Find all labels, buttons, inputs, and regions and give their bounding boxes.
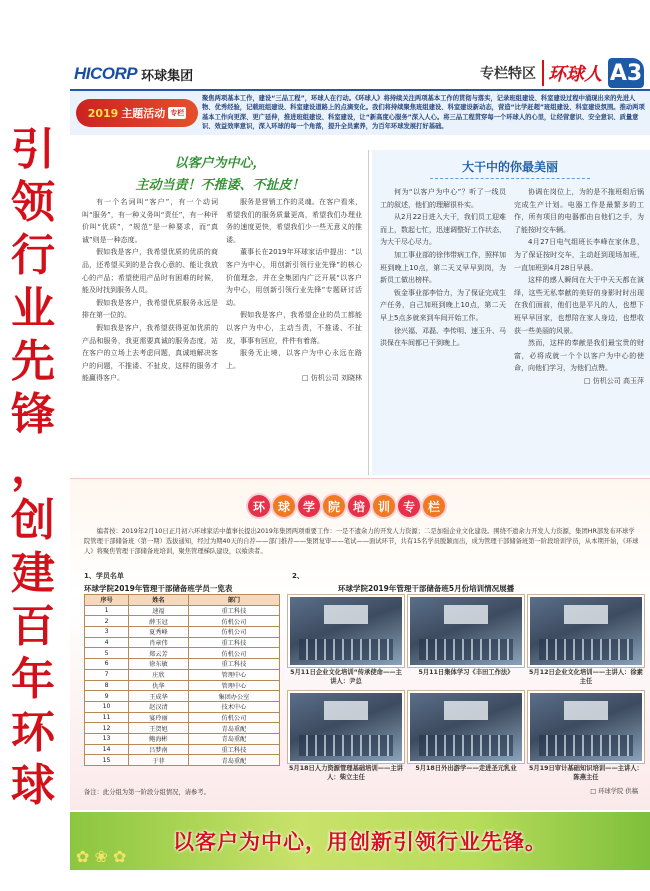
table-row <box>85 648 280 659</box>
article1-title-line2: 主动当责！不推诿、不扯皮！ <box>135 178 305 193</box>
table-cell: 11 <box>85 712 129 723</box>
slogan-char: 年 <box>11 654 55 705</box>
article1-title <box>120 152 320 193</box>
table-cell: 6 <box>85 659 129 670</box>
photo-caption: 5月12日企业文化培训——主讲人：徐素主任 <box>529 669 643 685</box>
table-cell: 8 <box>85 680 129 691</box>
left-vertical-slogan <box>4 124 62 811</box>
table-cell: 吕梦南 <box>129 744 189 755</box>
photo-image <box>528 595 644 667</box>
roster-note: 备注：此分组为第一阶段分组情况，请参考。 <box>84 789 210 796</box>
publication-name: 环球人 <box>542 60 602 86</box>
training-photo <box>408 595 524 687</box>
table-cell: 4 <box>85 637 129 648</box>
paragraph: 假如我是客户，我希望优质的优质的商品，还希望买到的是合我心意的、能让我放心的产品；希望使用产品时有困难的时候，能及时找到服务人员。 <box>82 248 218 295</box>
photo-gallery <box>288 595 644 783</box>
footer-strip <box>70 870 650 891</box>
table-row <box>85 701 280 712</box>
table-header-row <box>85 595 280 606</box>
training-section <box>70 478 650 810</box>
article1-column2 <box>226 196 362 385</box>
slogan-char: 行 <box>11 230 55 281</box>
table-cell: 5 <box>85 648 129 659</box>
slogan-char: 百 <box>11 601 55 652</box>
bottom-banner <box>70 812 650 870</box>
table-row <box>85 669 280 680</box>
training-photo <box>408 691 524 783</box>
table-cell: 3 <box>85 627 129 638</box>
table-cell: 技术中心 <box>188 701 279 712</box>
title-char: 专 <box>398 495 420 517</box>
table-cell: 王贺旭 <box>129 723 189 734</box>
training-photo <box>288 595 404 687</box>
paragraph: 加工事业部的徐伟带病工作，照样加班到晚上10点，第二天又早早到岗，为新员工做出榜样。 <box>380 250 506 285</box>
table-cell: 重工科技 <box>188 637 279 648</box>
table-row <box>85 637 280 648</box>
logo-mark: HICORP <box>74 64 138 83</box>
slogan-char: 建 <box>11 548 55 599</box>
flower-decoration-icon: ✿ ❀ ✿ <box>76 847 127 866</box>
photo-caption: 5月18日人力资源管理基础培训——主讲人：柴立主任 <box>289 765 403 781</box>
table-cell: 徐东敏 <box>129 659 189 670</box>
banner-slogan: 以客户为中心，用创新引领行业先锋。 <box>173 830 547 854</box>
header-cell: 姓名 <box>129 595 189 606</box>
photo-image <box>408 595 524 667</box>
training-photo <box>288 691 404 783</box>
photo-caption: 5月11日集体学习《丰田工作法》 <box>418 669 514 676</box>
table-cell: 仿机公司 <box>188 648 279 659</box>
paragraph: 然而，这样的奉献是我们最宝贵的财富，必将成就一个个以客户为中心的使命，向他们学习，为他们点赞。 <box>514 339 644 373</box>
paragraph: 协调在岗位上，为的是不拖班组后锅完成生产计划。电器工作是最繁多的工作，所有项目的电器都由自他们之手，为了能按时交车辆。 <box>514 188 644 234</box>
table-cell: 速福 <box>129 605 189 616</box>
training-photo <box>528 595 644 687</box>
theme-badge <box>76 99 198 127</box>
table-cell: 重工科技 <box>188 659 279 670</box>
table-row <box>85 744 280 755</box>
paragraph: 董事长在2019年环球家话中提出：“以客户为中心，用创新引领行业先锋”的核心价值理念，并在全集团内广泛开展“以客户为中心，用创新引领行业先锋”专题研讨活动。 <box>226 248 362 307</box>
slogan-char: 创 <box>11 495 55 546</box>
table-cell: 赵汉清 <box>129 701 189 712</box>
column-name: 专栏特区 <box>480 66 536 82</box>
photo-image <box>288 691 404 763</box>
paragraph: 钣金事业部李恰力，为了保证完成生产任务，自己加班到晚上10点，第二天早上5点多就来到车间开始工作。 <box>380 288 506 322</box>
article1-byline: □ 仿机公司 刘晓林 <box>301 374 362 383</box>
table-cell: 14 <box>85 744 129 755</box>
slogan-char: 先 <box>11 336 55 387</box>
table-row <box>85 712 280 723</box>
title-char: 培 <box>348 495 370 517</box>
slogan-char: 环 <box>11 707 55 758</box>
table-cell: 仿机公司 <box>188 627 279 638</box>
photo-image <box>288 595 404 667</box>
table-cell: 仿机公司 <box>188 712 279 723</box>
paragraph: 何为“以客户为中心”？听了一线员工的叙述，他们的理解很朴实。 <box>380 188 506 209</box>
paragraph: 从2月22日进入大干，我们员工迎难而上，数起七忙，迅速调整好工作状态，为大干尽心尽力。 <box>380 213 506 247</box>
photo-caption: 5月11日企业文化培训“传承使命——主讲人：尹总 <box>290 669 402 685</box>
table-cell: 重工科技 <box>188 744 279 755</box>
training-intro: 编者按：2019年2月10日正月初六环球家话中董事长提出2019年集团两项重要工作：一是不遗余力的开发人力资源；二是加强企业文化建设。围绕不遗余力开发人力资源，集团HR部发布环球学院管理干部储备班（第一期）选拔通知，经过为期40天的自荐——部门推荐——集团复审——笔试——面试环节，共有15名学员脱颖而出，成为管理干部储备班第一阶段培训学员，从本期开始，《环球人》将聚焦管理干部储备班培训，聚焦管理梯队建设，以飨读者。 <box>84 528 639 555</box>
table-row <box>85 627 280 638</box>
paragraph: 这样的感人瞬间在大干中天天都在演绎，这些无私奉献的美好的身影时时出现在我们面前，他们也是平凡的人，也想下班早早回家，也想陪在家人身边，也想收获一些美丽的风景。 <box>514 276 644 335</box>
table-cell: 于菲 <box>129 755 189 766</box>
table-cell: 15 <box>85 755 129 766</box>
table-cell: 9 <box>85 691 129 702</box>
table-row <box>85 733 280 744</box>
table-row <box>85 680 280 691</box>
header-cell: 部门 <box>188 595 279 606</box>
training-photo <box>528 691 644 783</box>
badge-tag: 专栏 <box>170 109 185 117</box>
table-cell: 鲍海彬 <box>129 733 189 744</box>
header-cell: 序号 <box>85 595 129 606</box>
article1-title-line1: 以客户为中心， <box>174 156 266 171</box>
slogan-char: 锋 <box>11 389 55 440</box>
title-char: 球 <box>273 495 295 517</box>
title-char: 院 <box>323 495 345 517</box>
title-char: 环 <box>248 495 270 517</box>
table-cell: 夏秀峰 <box>129 627 189 638</box>
table-cell: 仇华 <box>129 680 189 691</box>
training-byline: □ 环球学院 供稿 <box>590 788 638 795</box>
photo-gallery-title: 环球学院2019年管理干部储备班5月份培训情况展播 <box>338 584 515 593</box>
photo-caption: 5月18日外出游学——走进圣元乳业 <box>415 765 517 772</box>
title-char: 栏 <box>423 495 445 517</box>
header-right <box>480 58 644 88</box>
table-cell: 王成华 <box>129 691 189 702</box>
table-cell: 肖章伟 <box>129 637 189 648</box>
paragraph: 徐兴福、邓磊、李传明、速玉升、马洪保在车间都已干到晚上。 <box>380 326 506 348</box>
paragraph: 有一个名词叫“客户”，有一个动词叫“服务”，有一种义务叫“责任”，有一种评价叫“优质”，“规范”是一种要求，而“真诚”则是一种态度。 <box>82 198 218 244</box>
paragraph: 假如我是客户，我希望获得更加优质的产品和服务，我更需要真诚的服务态度，站在客户的立场上去考虑问题，真诚地解决客户的问题，不推诿、不扯皮，这样的服务才能赢得客户。 <box>82 323 218 383</box>
table-cell: 仿机公司 <box>188 616 279 627</box>
title-char: 训 <box>373 495 395 517</box>
paragraph: 服务无止境，以客户为中心永远在路上。 <box>226 349 362 370</box>
table-row <box>85 616 280 627</box>
page-header <box>70 58 650 88</box>
roster-table-title: 环球学院2019年管理干部储备班学员一览表 <box>84 584 233 593</box>
table-row <box>85 605 280 616</box>
badge-year: 2019 <box>87 106 119 120</box>
roster-table <box>84 594 280 766</box>
table-cell: 7 <box>85 669 129 680</box>
training-title <box>248 493 445 519</box>
article2-column2 <box>514 186 644 388</box>
roster-section-label: 1、学员名单 <box>84 572 124 580</box>
table-cell: 重工科技 <box>188 605 279 616</box>
photo-image <box>528 691 644 763</box>
slogan-char: 球 <box>11 760 55 811</box>
slogan-char: 领 <box>11 177 55 228</box>
table-cell: 青岛重配 <box>188 733 279 744</box>
paragraph: 假如我是客户，我希望优质服务永远是排在第一位的。 <box>82 298 218 320</box>
table-cell: 1 <box>85 605 129 616</box>
paragraph: 假如我是客户，我希望企业的员工都能以客户为中心，主动当责，不推诿、不扯皮，事事有回应，件件有着落。 <box>226 311 362 345</box>
roster-body <box>85 605 280 765</box>
photo-image <box>408 691 524 763</box>
table-cell: 13 <box>85 733 129 744</box>
title-char: 学 <box>298 495 320 517</box>
table-cell: 薛玉冠 <box>129 616 189 627</box>
table-cell: 12 <box>85 723 129 734</box>
column-divider <box>368 150 369 475</box>
paragraph: 4月27日电气组班长李峰在家休息，为了保证按时交车，主动赶到现场加班，一直加班到4月28日早晨。 <box>514 238 644 272</box>
table-cell: 庄欣 <box>129 669 189 680</box>
photo-caption: 5月19日审计基础知识培训——主讲人：陈燕主任 <box>529 765 643 781</box>
table-cell: 10 <box>85 701 129 712</box>
table-cell: 郑云芳 <box>129 648 189 659</box>
paragraph: 服务是营销工作的灵魂。在客户看来，希望我们的服务质量更高，希望我们办理业务的速度更快，希望我们少一些无意义的推诿。 <box>226 198 362 244</box>
table-cell: 青岛重配 <box>188 723 279 734</box>
article2-column1 <box>380 186 506 350</box>
table-cell: 青岛重配 <box>188 755 279 766</box>
logo-text: 环球集团 <box>141 67 194 83</box>
photo-section-label: 2、 <box>292 572 304 580</box>
page-number: A3 <box>608 58 644 88</box>
table-row <box>85 691 280 702</box>
table-cell: 管理中心 <box>188 680 279 691</box>
intro-text: 聚焦两项基本工作，建设“三品工程”，环球人在行动。《环球人》将持续关注两项基本工作的贯彻与落实，记录班组建设、科室建设过程中涌现出来的先进人物、优秀经验，记载班组建设、科室建设道路上的点滴变化。我们将持续聚焦班组建设、科室建设新动态，营造“比学赶超”班组建设、科室建设氛围。推动两项基本工作向更深、更广延伸，推进班组建设、科室建设，让“新高度心服务”深入人心。将三品工程贯穿每一个环球人的心里，让经营意识、安全意识、质量意识、效益效率意识，深入环球的每一个角落，提升全员素养，为百年环球发展打好基础。 <box>202 95 645 130</box>
company-logo <box>74 64 193 84</box>
slogan-char: 业 <box>11 283 55 334</box>
table-row <box>85 755 280 766</box>
slogan-char: ， <box>11 442 55 493</box>
table-cell: 集团办公室 <box>188 691 279 702</box>
table-cell: 2 <box>85 616 129 627</box>
badge-title: 主题活动 <box>121 107 166 120</box>
slogan-char: 引 <box>11 124 55 175</box>
table-row <box>85 723 280 734</box>
article1-column1 <box>82 196 218 385</box>
table-row <box>85 659 280 670</box>
table-cell: 宴玲丽 <box>129 712 189 723</box>
article2-byline: □ 仿机公司 高玉萍 <box>583 376 644 385</box>
table-cell: 管理中心 <box>188 669 279 680</box>
theme-intro <box>70 89 650 135</box>
article2-title: 大干中的你最美丽 <box>430 158 590 179</box>
